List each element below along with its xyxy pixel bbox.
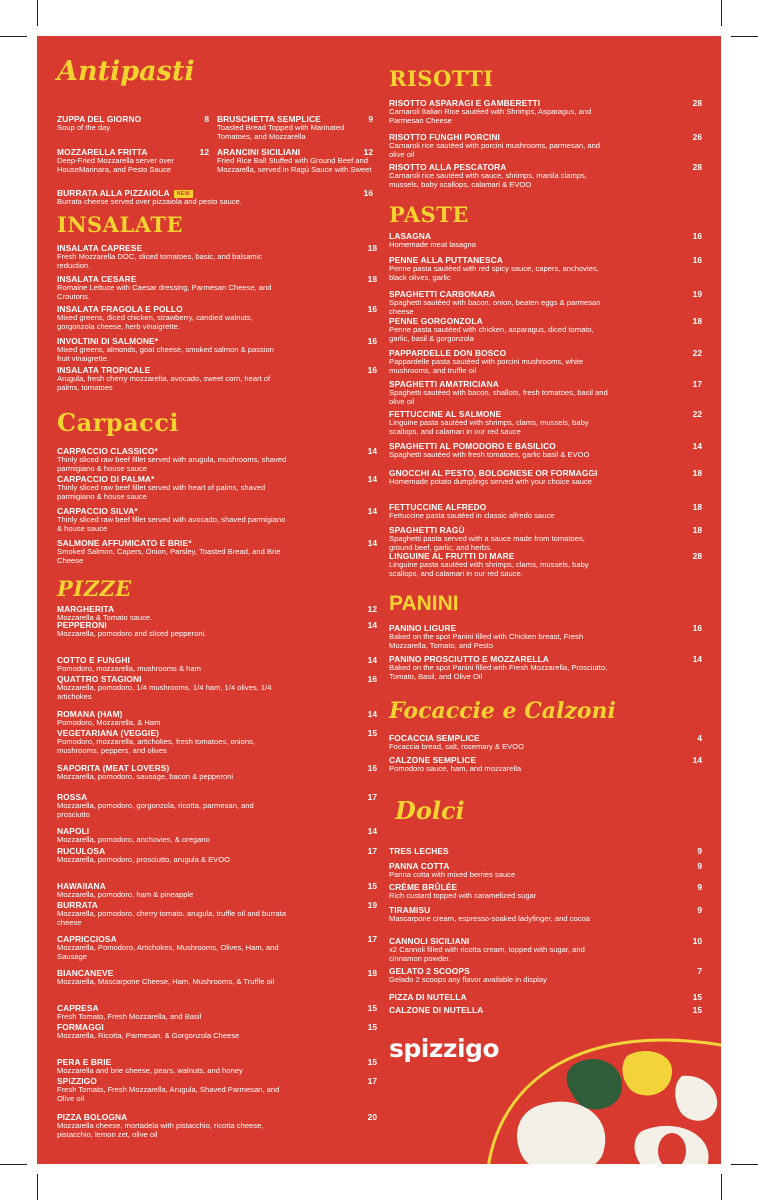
item-price: 10 bbox=[692, 936, 702, 946]
menu-item bbox=[57, 620, 377, 639]
item-description: Mozzarella, pomodoro, cherry tomato, arugula, truffle oil and burrata cheese bbox=[57, 909, 287, 927]
item-description: Soup of the day bbox=[57, 123, 111, 132]
menu-item bbox=[57, 243, 377, 270]
item-description: Homemade potato dumplings served with your choice sauce bbox=[389, 477, 593, 486]
item-description: Mozzarella, pomodoro, anchovies, & oregano bbox=[57, 835, 210, 844]
item-name: PIZZA DI NUTELLA bbox=[389, 992, 467, 1002]
item-price: 9 bbox=[697, 882, 702, 892]
item-price: 16 bbox=[692, 255, 702, 265]
item-price: 16 bbox=[367, 304, 377, 314]
item-description: Mozzarella and brie cheese, pears, walnuts, and honey bbox=[57, 1066, 243, 1075]
item-description: Toasted Bread Topped with Marinated Tomatoes, and Mozzarella bbox=[217, 123, 345, 141]
menu-item bbox=[389, 733, 702, 752]
item-name: SPIZZIGO bbox=[57, 1076, 97, 1086]
item-description: Mozzarella, pomodoro, ham & pineapple bbox=[57, 890, 194, 899]
item-description: Pomodoro, mozzarella, mushrooms & ham bbox=[57, 664, 201, 673]
item-name: GNOCCHI AL PESTO, BOLOGNESE OR FORMAGGI bbox=[389, 468, 598, 478]
item-name: PEPPERONI bbox=[57, 620, 107, 630]
item-name: SALMONE AFFUMICATO E BRIE* bbox=[57, 538, 192, 548]
menu-item bbox=[217, 147, 373, 174]
item-name: INVOLTINI DI SALMONE* bbox=[57, 336, 159, 346]
menu-item bbox=[57, 188, 373, 207]
item-description: Homemade meat lasagna bbox=[389, 240, 476, 249]
item-description: Mascarpone cream, espresso-soaked ladyfinger, and cocoa bbox=[389, 914, 590, 923]
item-price: 18 bbox=[367, 274, 377, 284]
section-title-antipasti: Antipasti bbox=[57, 56, 195, 87]
section-title-focaccie: Focaccie e Calzoni bbox=[389, 698, 616, 724]
menu-item bbox=[389, 936, 702, 963]
menu-item bbox=[389, 441, 702, 460]
item-price: 14 bbox=[692, 755, 702, 765]
item-price: 17 bbox=[692, 379, 702, 389]
item-name: CAPRICCIOSA bbox=[57, 934, 117, 944]
cheese-shape bbox=[675, 1076, 717, 1121]
menu-item bbox=[57, 274, 377, 301]
item-name: SPAGHETTI CARBONARA bbox=[389, 289, 496, 299]
item-price: 14 bbox=[367, 474, 377, 484]
item-description: Mozzarella & Tomato sauce. bbox=[57, 613, 153, 622]
item-price: 26 bbox=[692, 132, 702, 142]
menu-item bbox=[389, 755, 702, 774]
crop-mark bbox=[0, 1164, 27, 1165]
menu-item bbox=[57, 846, 377, 865]
menu-item bbox=[57, 304, 377, 331]
item-description: Pomodoro, Mozzarella, & Ham bbox=[57, 718, 161, 727]
item-description: Mozzarella, pomodoro, 1/4 mushrooms, 1/4 ham, 1/4 olives, 1/4 artichokes bbox=[57, 683, 272, 701]
item-name: PIZZA BOLOGNA bbox=[57, 1112, 128, 1122]
basil-leaf-shape bbox=[567, 1059, 622, 1109]
item-description: Carnaroli rice sautéed with porcini mushrooms, parmesan, and olive oil bbox=[389, 141, 601, 159]
item-name: INSALATA FRAGOLA E POLLO bbox=[57, 304, 183, 314]
item-price: 22 bbox=[692, 348, 702, 358]
item-description: Linguine pasta sautéed with shrimps, clams, mussels, baby scallops, and calamari in our red sauce. bbox=[389, 560, 589, 578]
menu-item bbox=[57, 114, 209, 133]
item-price: 14 bbox=[367, 538, 377, 548]
menu-item bbox=[389, 348, 702, 375]
item-description: Mixed greens, almonds, goat cheese, smoked salmon & passion fruit vinaigrette. bbox=[57, 345, 274, 363]
menu-item bbox=[57, 709, 377, 728]
menu-item bbox=[57, 1003, 377, 1022]
item-name: TRES LECHES bbox=[389, 846, 449, 856]
menu-item bbox=[57, 336, 377, 363]
item-name: RISOTTO FUNGHI PORCINI bbox=[389, 132, 500, 142]
item-name: CAPRESA bbox=[57, 1003, 99, 1013]
item-name: TIRAMISU bbox=[389, 905, 431, 915]
item-price: 15 bbox=[692, 992, 702, 1002]
item-name: LINGUINE AL FRUTTI DI MARE bbox=[389, 551, 515, 561]
item-name: PANNA COTTA bbox=[389, 861, 450, 871]
item-price: 15 bbox=[367, 728, 377, 738]
item-description: Rich custard topped with caramelized sugar bbox=[389, 891, 537, 900]
item-name: PENNE GORGONZOLA bbox=[389, 316, 483, 326]
item-price: 8 bbox=[204, 114, 209, 124]
menu-item bbox=[57, 1076, 377, 1103]
pizza-illustration bbox=[427, 1006, 721, 1164]
item-price: 16 bbox=[367, 763, 377, 773]
item-price: 17 bbox=[367, 846, 377, 856]
item-price: 4 bbox=[697, 733, 702, 743]
item-price: 18 bbox=[692, 316, 702, 326]
menu-item bbox=[389, 162, 702, 189]
menu-item bbox=[217, 114, 373, 141]
menu-item bbox=[57, 900, 377, 927]
item-price: 16 bbox=[367, 674, 377, 684]
item-description: Baked on the spot Panini filled with Chicken breast, Fresh Mozzarella, Tomato, and Pesto bbox=[389, 632, 584, 650]
item-description: Spaghetti sautéed with bacon, shallots, fresh tomatoes, basil and olive oil bbox=[389, 388, 608, 406]
item-description: Fettuccine pasta sautéed in classic alfredo sauce bbox=[389, 511, 555, 520]
item-description: Mozzarella, pomodoro and sliced pepperoni. bbox=[57, 629, 207, 638]
menu-item bbox=[389, 1005, 702, 1015]
item-description: Gelado 2 scoops any flavor available in display bbox=[389, 975, 547, 984]
menu-item bbox=[389, 255, 702, 282]
item-price: 15 bbox=[692, 1005, 702, 1015]
item-name: PAPPARDELLE DON BOSCO bbox=[389, 348, 507, 358]
item-description: Mozzarella, Pomodoro, Artichokes, Mushrooms, Olives, Ham, and Sausage bbox=[57, 943, 279, 961]
menu-item bbox=[57, 674, 377, 701]
item-price: 16 bbox=[692, 231, 702, 241]
menu-item bbox=[57, 1057, 377, 1076]
menu-item bbox=[57, 506, 377, 533]
item-name: CARPACCIO DI PALMA* bbox=[57, 474, 155, 484]
menu-item bbox=[57, 474, 377, 501]
item-name: PANINO PROSCIUTTO E MOZZARELLA bbox=[389, 654, 549, 664]
item-description: Mixed greens, diced chicken, strawberry, candied walnuts, gorgonzola cheese, herb vinaigrette. bbox=[57, 313, 253, 331]
item-description: Arugula, fresh cherry mozzarella, avocado, sweet corn, heart of palms, tomatoes bbox=[57, 374, 271, 392]
brand-logo: spizzigo bbox=[389, 1034, 500, 1063]
item-description: Carnaroli rice sautéed with sauce, shrimps, manila clamps, mussels, baby scallops, calamari & EVOO bbox=[389, 171, 587, 189]
item-price: 18 bbox=[692, 525, 702, 535]
item-name: RISOTTO ASPARAGI E GAMBERETTI bbox=[389, 98, 541, 108]
item-description: Spaghetti sautéed with bacon, onion, beaten eggs & parmesan cheese bbox=[389, 298, 601, 316]
item-name: RUCULOSA bbox=[57, 846, 106, 856]
pepper-shape bbox=[622, 1051, 672, 1095]
menu-item bbox=[57, 968, 377, 987]
item-price: 16 bbox=[363, 188, 373, 198]
item-price: 9 bbox=[697, 846, 702, 856]
item-description: Thinly sliced raw beef fillet served with avocado, shaved parmigiano & house sauce bbox=[57, 515, 286, 533]
item-price: 19 bbox=[367, 900, 377, 910]
menu-item bbox=[57, 1112, 377, 1139]
cheese-shape bbox=[517, 1102, 605, 1164]
item-price: 16 bbox=[367, 365, 377, 375]
item-price: 28 bbox=[692, 551, 702, 561]
menu-item bbox=[389, 905, 702, 924]
crop-mark bbox=[721, 0, 722, 26]
item-price: 12 bbox=[199, 147, 209, 157]
menu-item bbox=[389, 316, 702, 343]
item-description: Mozzarella, Mascarpone Cheese, Ham, Mushrooms, & Truffle oil bbox=[57, 977, 275, 986]
item-description: Mozzarella, pomodoro, gorgonzola, ricotta, parmesan, and prosciutto bbox=[57, 801, 254, 819]
item-description: Carnaroli Italian Rice sautéed with Shrimps, Asparagus, and Parmesan Cheese bbox=[389, 107, 592, 125]
item-description: Thinly sliced raw beef fillet served with heart of palms, shaved parmigiano & house sauce bbox=[57, 483, 266, 501]
item-description: Mozzarella, pomodoro, prosciutto, arugula & EVOO bbox=[57, 855, 231, 864]
section-title-carpacci: Carpacci bbox=[57, 408, 179, 437]
menu-item bbox=[389, 882, 702, 901]
menu-item bbox=[389, 409, 702, 436]
menu-item bbox=[389, 468, 702, 487]
crop-mark bbox=[731, 36, 758, 37]
menu-item bbox=[57, 1022, 377, 1041]
item-name: INSALATA CAPRESE bbox=[57, 243, 143, 253]
item-description: Spaghetti sautéed with fresh tomatoes, garlic basil & EVOO bbox=[389, 450, 590, 459]
item-price: 9 bbox=[697, 905, 702, 915]
section-title-panini: PANINI bbox=[389, 592, 459, 615]
item-name: VEGETARIANA (VEGGIE) bbox=[57, 728, 160, 738]
menu-item bbox=[389, 623, 702, 650]
item-price: 15 bbox=[367, 881, 377, 891]
item-name: COTTO E FUNGHI bbox=[57, 655, 130, 665]
item-name: BRUSCHETTA SEMPLICE bbox=[217, 114, 321, 124]
item-price: 16 bbox=[367, 336, 377, 346]
item-price: 18 bbox=[692, 468, 702, 478]
item-price: 12 bbox=[367, 604, 377, 614]
item-name: CANNOLI SICILIANI bbox=[389, 936, 470, 946]
crop-mark bbox=[37, 0, 38, 26]
new-badge: NEW bbox=[174, 190, 193, 198]
crop-mark bbox=[721, 1174, 722, 1200]
crop-mark bbox=[0, 36, 27, 37]
item-description: Fresh Tomato, Fresh Mozzarella, and Basil bbox=[57, 1012, 202, 1021]
item-price: 12 bbox=[363, 147, 373, 157]
item-name: PERA E BRIE bbox=[57, 1057, 112, 1067]
item-price: 9 bbox=[368, 114, 373, 124]
menu-item bbox=[57, 763, 377, 782]
item-price: 14 bbox=[367, 709, 377, 719]
menu-item bbox=[389, 861, 702, 880]
menu-item bbox=[57, 365, 377, 392]
item-name: GELATO 2 SCOOPS bbox=[389, 966, 470, 976]
menu-item bbox=[389, 231, 702, 250]
item-name: FETTUCCINE AL SALMONE bbox=[389, 409, 502, 419]
item-description: Pomodoro, mozzarella, artichokes, fresh tomatoes, onions, mushrooms, peppers, and olives bbox=[57, 737, 255, 755]
crop-mark bbox=[37, 1174, 38, 1200]
item-description: Romaine Lettuce with Caesar dressing, Parmesan Cheese, and Croutons. bbox=[57, 283, 272, 301]
item-description: Fried Rice Ball Stuffed with Ground Beef and Mozzarella, served in Ragù Sauce with Sweet bbox=[217, 156, 372, 174]
item-price: 9 bbox=[697, 861, 702, 871]
menu-item bbox=[389, 132, 702, 159]
menu-item bbox=[57, 728, 377, 755]
item-name: QUATTRO STAGIONI bbox=[57, 674, 142, 684]
menu-item bbox=[389, 654, 702, 681]
menu-item bbox=[57, 147, 209, 174]
section-title-risotti: RISOTTI bbox=[389, 66, 494, 91]
item-name: CARPACCIO CLASSICO* bbox=[57, 446, 158, 456]
item-name: CALZONE DI NUTELLA bbox=[389, 1005, 484, 1015]
item-name: PENNE ALLA PUTTANESCA bbox=[389, 255, 503, 265]
item-description: Baked on the spot Panini filled with Fresh Mozzarella, Prosciutto, Tomato, Basil, and Olive Oil bbox=[389, 663, 608, 681]
item-price: 7 bbox=[697, 966, 702, 976]
item-name: SPAGHETTI RAGÙ bbox=[389, 525, 465, 535]
menu-item bbox=[389, 525, 702, 552]
menu-item bbox=[389, 289, 702, 316]
menu-item bbox=[389, 98, 702, 125]
item-name: ROSSA bbox=[57, 792, 88, 802]
item-name: ROMANA (HAM) bbox=[57, 709, 123, 719]
item-name: BIANCANEVE bbox=[57, 968, 114, 978]
item-description: Mozzarella, Ricotta, Parmesan, & Gorgonzola Cheese bbox=[57, 1031, 240, 1040]
item-price: 14 bbox=[367, 446, 377, 456]
item-description: x2 Cannoli filled with ricotta cream, topped with sugar, and cinnamon powder. bbox=[389, 945, 585, 963]
item-name: BURRATA bbox=[57, 900, 98, 910]
item-description: Fresh Mozzarella DOC, sliced tomatoes, basic, and balsamic reduction. bbox=[57, 252, 263, 270]
item-price: 17 bbox=[367, 792, 377, 802]
item-name: FOCACCIA SEMPLICE bbox=[389, 733, 480, 743]
item-description: Burrata cheese served over pizzaiola and pesto sauce. bbox=[57, 197, 242, 206]
menu-item bbox=[57, 655, 377, 674]
menu-item bbox=[389, 966, 702, 985]
menu-item bbox=[389, 992, 702, 1002]
section-title-pizze: PIZZE bbox=[57, 576, 132, 601]
menu-item bbox=[389, 846, 702, 856]
item-name: LASAGNA bbox=[389, 231, 432, 241]
menu-panel bbox=[37, 36, 721, 1164]
item-name: INSALATA CESARE bbox=[57, 274, 137, 284]
item-name: CARPACCIO SILVA* bbox=[57, 506, 138, 516]
item-price: 15 bbox=[367, 1057, 377, 1067]
item-price: 15 bbox=[367, 1022, 377, 1032]
item-name: CRÈME BRÛLÉE bbox=[389, 882, 458, 892]
item-price: 17 bbox=[367, 934, 377, 944]
menu-item bbox=[57, 538, 377, 565]
item-description: Panna cotta with mixed berries sauce bbox=[389, 870, 516, 879]
item-name: NAPOLI bbox=[57, 826, 90, 836]
item-price: 14 bbox=[692, 441, 702, 451]
menu-item bbox=[57, 792, 377, 819]
item-price: 16 bbox=[692, 623, 702, 633]
item-price: 14 bbox=[367, 655, 377, 665]
item-description: Penne pasta sautéed with chicken, asparagus, diced tomato, garlic, basil & gorgonzola bbox=[389, 325, 594, 343]
item-description: Thinly sliced raw beef fillet served with arugula, mushrooms, shaved parmigiano & house sauce bbox=[57, 455, 287, 473]
menu-item bbox=[389, 502, 702, 521]
section-title-paste: PASTE bbox=[389, 202, 469, 227]
item-price: 14 bbox=[367, 506, 377, 516]
item-description: Linguine pasta sautéed with shrimps, clams, mussels, baby scallops, and calamari in our red sauce bbox=[389, 418, 589, 436]
item-price: 22 bbox=[692, 409, 702, 419]
item-price: 18 bbox=[367, 243, 377, 253]
item-name: CALZONE SEMPLICE bbox=[389, 755, 477, 765]
item-price: 14 bbox=[692, 654, 702, 664]
section-title-dolci: Dolci bbox=[395, 796, 465, 825]
crop-mark bbox=[731, 1164, 758, 1165]
item-name: ZUPPA DEL GIORNO bbox=[57, 114, 142, 124]
item-description: Mozzarella, pomodoro, sausage, bacon & pepperoni bbox=[57, 772, 234, 781]
item-name: HAWAIIANA bbox=[57, 881, 106, 891]
item-description: Fresh Tomato, Fresh Mozzarella, Arugula, Shaved Parmesan, and Olive oil bbox=[57, 1085, 280, 1103]
item-description: Penne pasta sautéed with red spicy sauce, capers, anchovies, black olives, garlic bbox=[389, 264, 599, 282]
item-description: Smoked Salmon, Capers, Onion, Parsley, Toasted Bread, and Brie Cheese bbox=[57, 547, 281, 565]
menu-item bbox=[57, 881, 377, 900]
item-price: 14 bbox=[367, 826, 377, 836]
item-price: 18 bbox=[367, 968, 377, 978]
item-name: SAPORITA (MEAT LOVERS) bbox=[57, 763, 170, 773]
item-price: 15 bbox=[367, 1003, 377, 1013]
item-price: 28 bbox=[692, 98, 702, 108]
item-price: 17 bbox=[367, 1076, 377, 1086]
item-name: RISOTTO ALLA PESCATORA bbox=[389, 162, 507, 172]
item-name: MARGHERITA bbox=[57, 604, 115, 614]
item-description: Pomodoro sauce, ham, and mozzarella bbox=[389, 764, 522, 773]
item-name: SPAGHETTI AMATRICIANA bbox=[389, 379, 499, 389]
item-name: FETTUCCINE ALFREDO bbox=[389, 502, 487, 512]
item-name: INSALATA TROPICALE bbox=[57, 365, 151, 375]
item-description: Spaghetti pasta served with a sauce made from tomatoes, ground beef, garlic, and herbs. bbox=[389, 534, 585, 552]
item-price: 14 bbox=[367, 620, 377, 630]
item-description: Mozzarella cheese, mortadela with pistacchio, ricotta cheese, pistacchio, lemon zet, olive oil bbox=[57, 1121, 264, 1139]
item-price: 19 bbox=[692, 289, 702, 299]
item-description: Pappardelle pasta sautéed with porcini mushrooms, white mushrooms, and truffle oil bbox=[389, 357, 584, 375]
section-title-insalate: INSALATE bbox=[57, 212, 184, 237]
menu-item bbox=[389, 379, 702, 406]
menu-item bbox=[389, 551, 702, 578]
item-name-text: BURRATA ALLA PIZZAIOLA bbox=[57, 188, 170, 198]
menu-item bbox=[57, 446, 377, 473]
item-description: Focaccia bread, salt, rosemary & EVOO bbox=[389, 742, 525, 751]
item-name: MOZZARELLA FRITTA bbox=[57, 147, 148, 157]
item-price: 18 bbox=[692, 502, 702, 512]
item-name: FORMAGGI bbox=[57, 1022, 104, 1032]
item-price: 28 bbox=[692, 162, 702, 172]
item-name: SPAGHETTI AL POMODORO E BASILICO bbox=[389, 441, 556, 451]
menu-item bbox=[57, 934, 377, 961]
menu-item bbox=[57, 826, 377, 845]
item-name: ARANCINI SICILIANI bbox=[217, 147, 301, 157]
item-price: 20 bbox=[367, 1112, 377, 1122]
item-description: Deep-Fried Mozzarella server over HouseMarinara, and Pesto Sauce bbox=[57, 156, 174, 174]
item-name: PANINO LIGURE bbox=[389, 623, 457, 633]
